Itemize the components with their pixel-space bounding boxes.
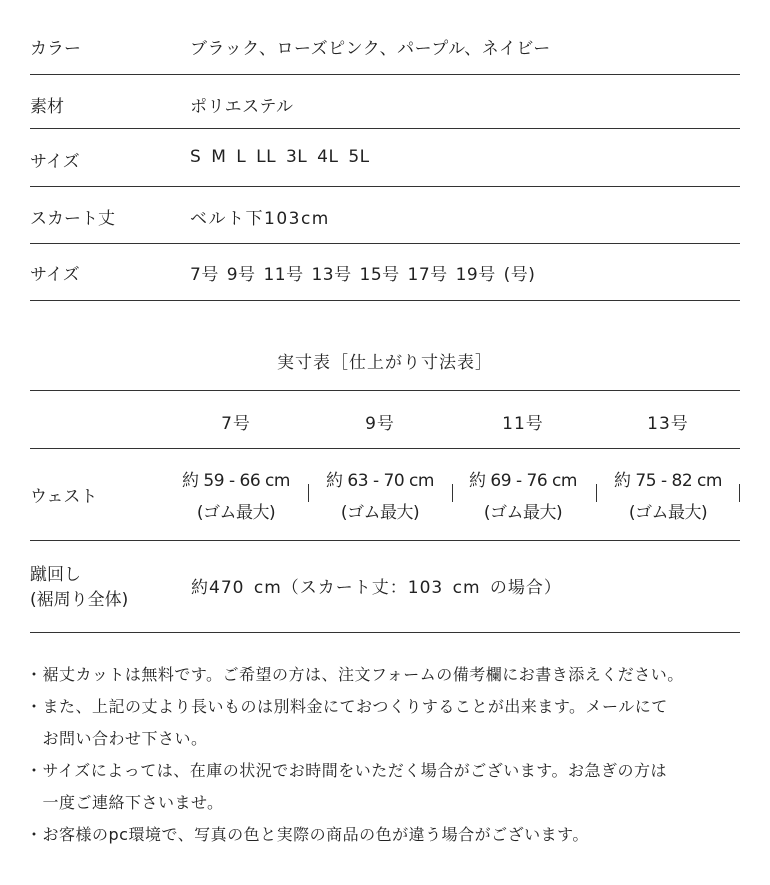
waist-note: (ゴム最大) xyxy=(340,503,420,523)
hem-value: 約470 cm（スカート丈：103 cm の場合） xyxy=(191,578,562,598)
spec-value: S M L LL 3L 4L 5L xyxy=(190,147,370,167)
spec-row-skirt-length xyxy=(30,186,740,244)
hem-label-line1: 蹴回し xyxy=(30,565,81,585)
column-header: 11号 xyxy=(502,414,544,434)
waist-cell xyxy=(451,465,595,529)
spec-value: ベルト下103cm xyxy=(190,209,330,229)
waist-cell xyxy=(308,465,452,529)
table-bottom-divider xyxy=(30,632,740,633)
spec-row-size-letters xyxy=(30,128,740,187)
note-line: ・裾丈カットは無料です。ご希望の方は、注文フォームの備考欄にお書き添えください。 xyxy=(26,665,684,684)
size-table-title: 実寸表［仕上がり寸法表］ xyxy=(277,353,493,373)
spec-value: ポリエステル xyxy=(190,97,294,117)
waist-value: 約 59 - 66 cm xyxy=(182,471,290,491)
waist-divider xyxy=(30,540,740,541)
waist-value: 約 75 - 82 cm xyxy=(614,471,722,491)
spec-label: 素材 xyxy=(30,97,64,117)
waist-value: 約 63 - 70 cm xyxy=(326,471,434,491)
column-header: 13号 xyxy=(647,414,689,434)
spec-row-material xyxy=(30,74,740,129)
waist-note: (ゴム最大) xyxy=(483,503,563,523)
spec-row-color xyxy=(30,0,740,75)
note-line: ・サイズによっては、在庫の状況でお時間をいただく場合がございます。お急ぎの方は xyxy=(26,761,667,780)
spec-label: サイズ xyxy=(30,265,80,285)
table-top-divider xyxy=(30,390,740,391)
spec-value: ブラック、ローズピンク、パープル、ネイビー xyxy=(190,39,551,59)
waist-label: ウェスト xyxy=(30,487,98,507)
column-separator xyxy=(739,484,740,502)
hem-label-line2: (裾周り全体) xyxy=(30,590,129,610)
spec-row-size-numbers xyxy=(30,243,740,301)
spec-label: サイズ xyxy=(30,152,80,172)
note-line: ・また、上記の丈より長いものは別料金にておつくりすることが出来ます。メールにて xyxy=(26,697,668,716)
header-divider xyxy=(30,448,740,449)
waist-cell xyxy=(164,465,308,529)
spec-label: カラー xyxy=(30,39,81,59)
spec-label: スカート丈 xyxy=(30,209,115,229)
spec-value: 7号 9号 11号 13号 15号 17号 19号 (号) xyxy=(190,265,536,285)
waist-note: (ゴム最大) xyxy=(628,503,708,523)
column-header: 7号 xyxy=(221,414,251,434)
waist-value: 約 69 - 76 cm xyxy=(469,471,577,491)
column-header: 9号 xyxy=(365,414,395,434)
hem-label xyxy=(30,563,128,613)
note-line: ・お客様のpc環境で、写真の色と実際の商品の色が違う場合がございます。 xyxy=(26,825,589,844)
waist-cell xyxy=(596,465,740,529)
note-line: 一度ご連絡下さいませ。 xyxy=(26,793,224,812)
note-line: お問い合わせ下さい。 xyxy=(26,729,208,748)
waist-note: (ゴム最大) xyxy=(196,503,276,523)
